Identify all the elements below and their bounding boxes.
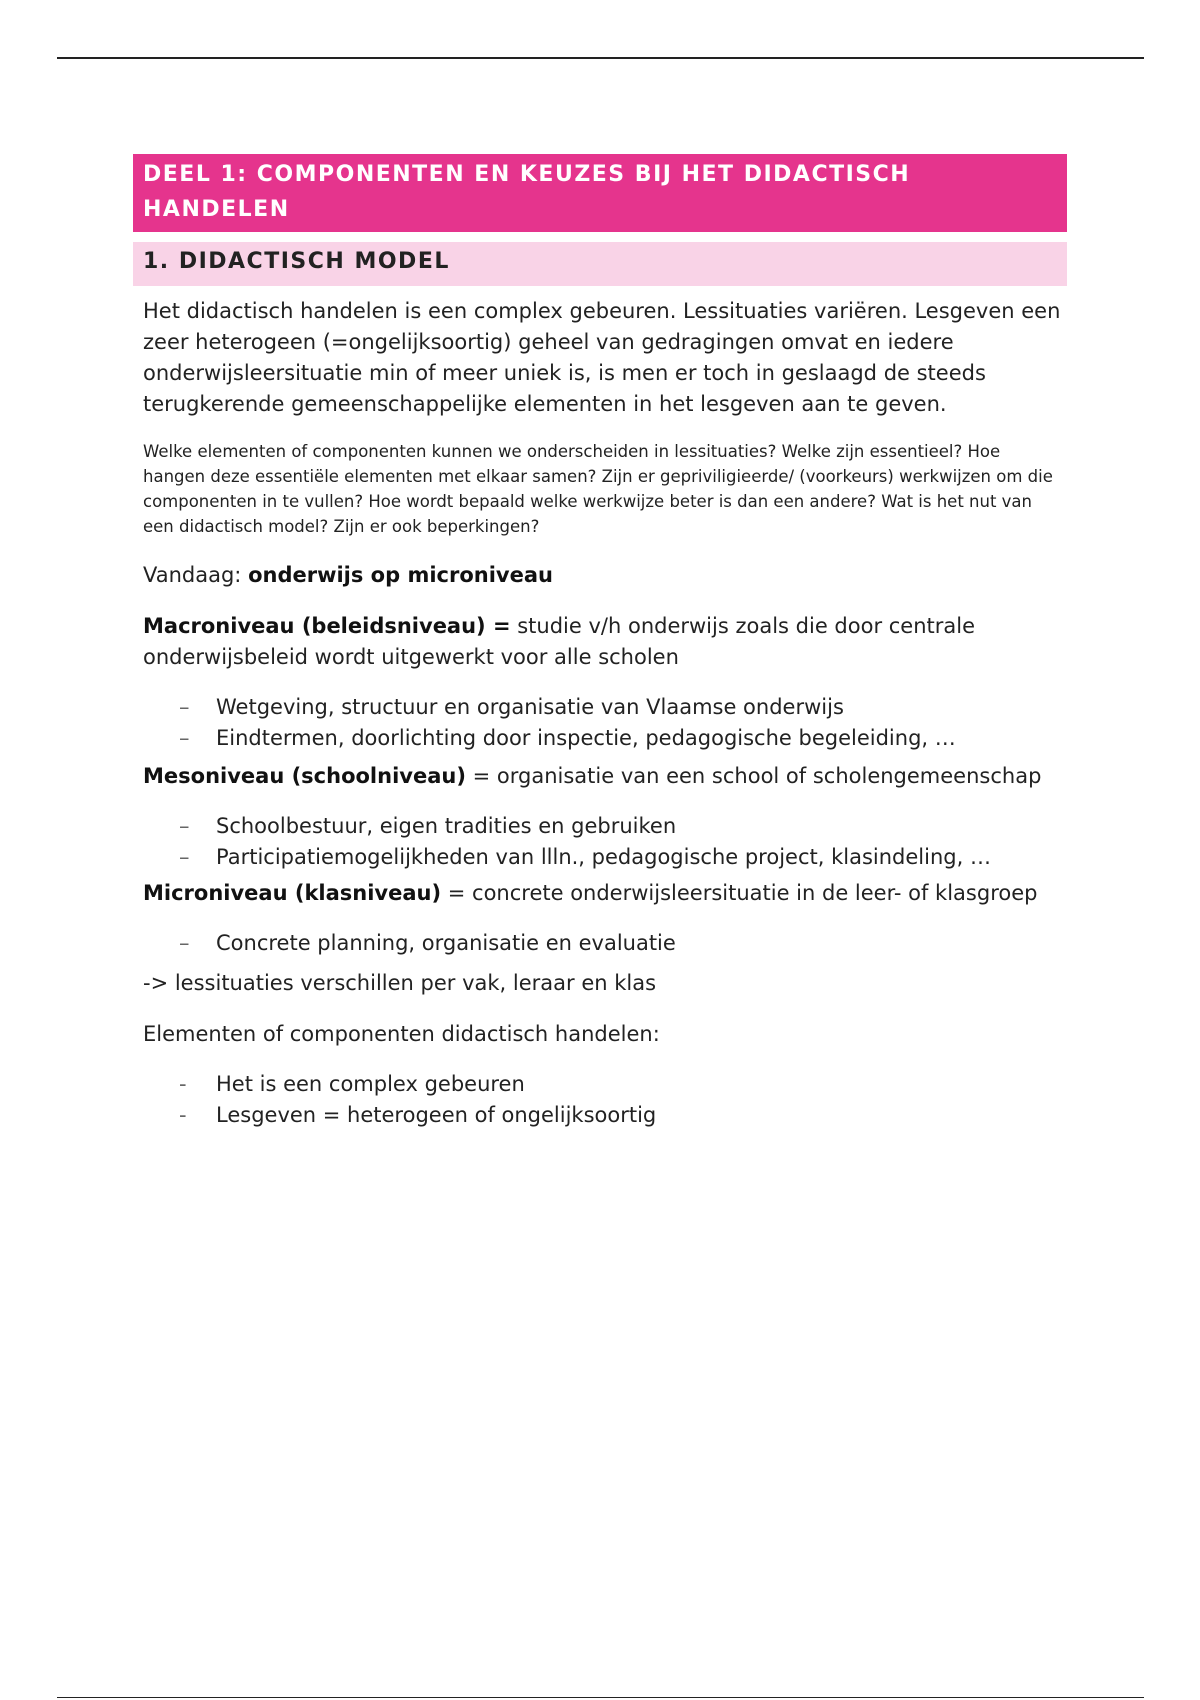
meso-list [143, 811, 1061, 873]
list-item-text: Wetgeving, structuur en organisatie van Vlaamse onderwijs [216, 695, 844, 719]
intro-paragraph: Het didactisch handelen is een complex gebeuren. Lessituaties variëren. Lesgeven een zeer heterogeen (=ongelijksoortig) geheel van gedragingen omvat en iedere onderwijsleersituatie min of meer uniek is, is men er toch in geslaagd de steeds terugkerende gemeenschappelijke elementen in het lesgeven aan te geven. [143, 299, 1061, 416]
list-item [143, 1069, 1061, 1100]
questions-paragraph: Welke elementen of componenten kunnen we onderscheiden in lessituaties? Welke zijn essentieel? Hoe hangen deze essentiële elementen met elkaar samen? Zijn er gepriviligieerde/ (voorkeurs) werkwijzen om die componenten in te vullen? Hoe wordt bepaald welke werkwijze beter is dan een andere? Wat is het nut van een didactisch model? Zijn er ook beperkingen? [143, 442, 1053, 536]
list-item-text: Het is een complex gebeuren [216, 1072, 525, 1096]
micro-text: = concrete onderwijsleersituatie in de leer- of klasgroep [441, 881, 1038, 905]
macro-text: studie v/h onderwijs zoals die door centrale onderwijsbeleid wordt uitgewerkt voor alle scholen [143, 614, 976, 669]
dash-marker: – [179, 931, 190, 955]
macro-definition [143, 611, 1061, 673]
section-heading: 1. DIDACTISCH MODEL [133, 242, 1067, 286]
meso-text: = organisatie van een school of scholengemeenschap [465, 764, 1042, 788]
dash-marker: – [179, 814, 190, 838]
list-item-text: Participatiemogelijkheden van llln., pedagogische project, klasindeling, … [216, 845, 991, 869]
part-heading: DEEL 1: COMPONENTEN EN KEUZES BIJ HET DIDACTISCH HANDELEN [133, 154, 1067, 232]
section-body [133, 296, 1067, 1131]
dash-marker: – [179, 845, 190, 869]
hyphen-marker: - [179, 1103, 187, 1127]
micro-definition [143, 878, 1061, 909]
document-content [133, 154, 1067, 1131]
macro-list [143, 692, 1061, 754]
bottom-rule [57, 1697, 1144, 1698]
macro-term: Macroniveau (beleidsniveau) = [143, 614, 511, 638]
micro-list [143, 928, 1061, 959]
list-item [143, 1100, 1061, 1131]
meso-term: Mesoniveau (schoolniveau) [143, 764, 466, 788]
vandaag-line [143, 560, 1061, 591]
list-item [143, 811, 1061, 842]
list-item [143, 842, 1061, 873]
elementen-list [143, 1069, 1061, 1131]
dash-marker: – [179, 726, 190, 750]
list-item-text: Eindtermen, doorlichting door inspectie, pedagogische begeleiding, … [216, 726, 956, 750]
list-item-text: Schoolbestuur, eigen tradities en gebruiken [216, 814, 677, 838]
arrow-note: -> lessituaties verschillen per vak, leraar en klas [143, 971, 657, 995]
list-item [143, 928, 1061, 959]
dash-marker: – [179, 695, 190, 719]
list-item-text: Lesgeven = heterogeen of ongelijksoortig [216, 1103, 657, 1127]
vandaag-bold: onderwijs op microniveau [248, 563, 553, 587]
list-item [143, 692, 1061, 723]
vandaag-label: Vandaag: [143, 563, 249, 587]
hyphen-marker: - [179, 1072, 187, 1096]
micro-term: Microniveau (klasniveau) [143, 881, 442, 905]
top-rule [57, 57, 1144, 59]
list-item [143, 723, 1061, 754]
elementen-title: Elementen of componenten didactisch handelen: [143, 1022, 660, 1046]
list-item-text: Concrete planning, organisatie en evaluatie [216, 931, 676, 955]
meso-definition [143, 761, 1061, 792]
